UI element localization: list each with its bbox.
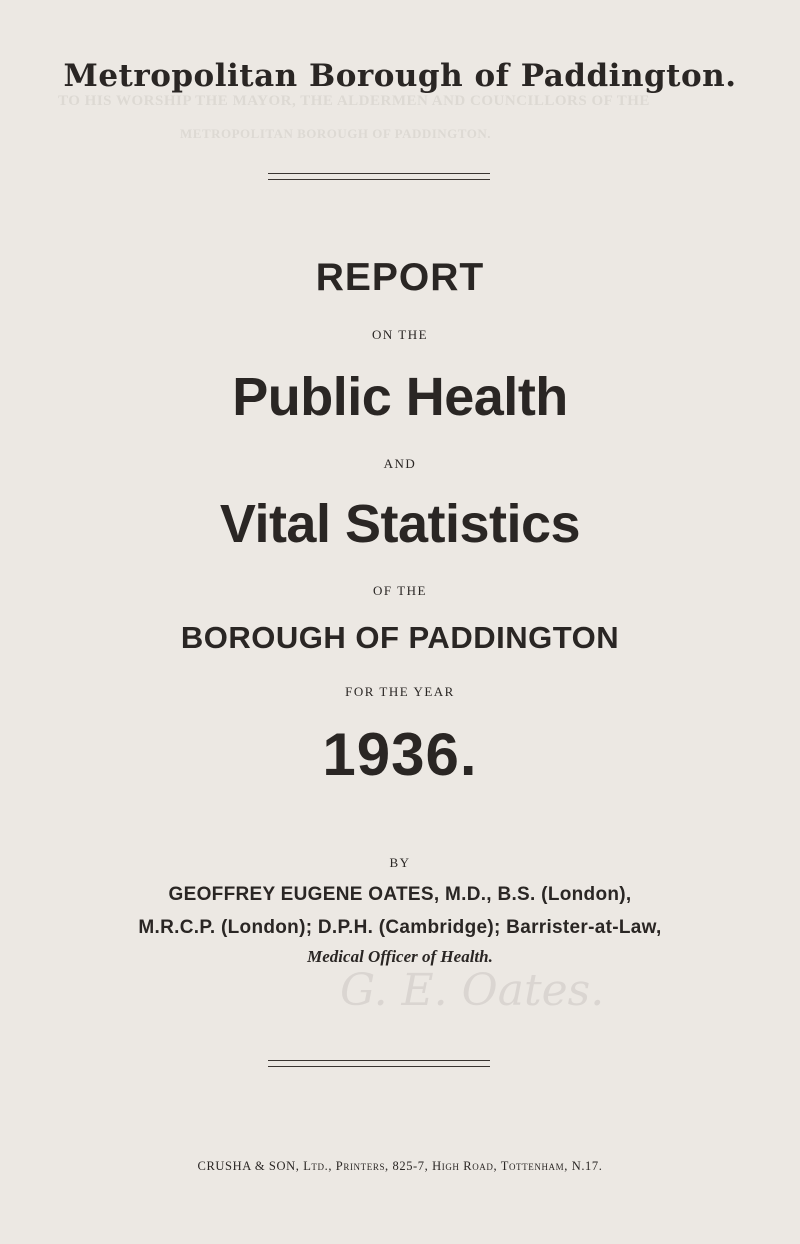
printer-imprint (0, 1159, 800, 1174)
double-rule-top (268, 173, 490, 180)
vital-statistics-title: Vital Statistics (219, 494, 581, 554)
borough-header: Metropolitan Borough of Paddington. (63, 58, 737, 94)
show-through-text: METROPOLITAN BOROUGH OF PADDINGTON. (180, 126, 491, 141)
printer-details: Ltd., Printers, 825-7, High Road, Tottenham, N.17. (303, 1159, 603, 1173)
printer-name: CRUSHA & SON, (197, 1159, 300, 1173)
author-line-1: GEOFFREY EUGENE OATES, M.D., B.S. (London), (168, 884, 632, 905)
on-the-label: ON THE (371, 327, 429, 342)
of-the-label: OF THE (373, 583, 427, 598)
author-role: Medical Officer of Health. (307, 947, 493, 966)
show-through-signature: G. E. Oates. (340, 965, 605, 1016)
report-heading: REPORT (315, 256, 485, 299)
for-the-year-label: FOR THE YEAR (345, 684, 455, 699)
author-line-2: M.R.C.P. (London); D.P.H. (Cambridge); Barrister-at-Law, (138, 917, 662, 938)
public-health-title: Public Health (232, 367, 568, 427)
double-rule-bottom (268, 1060, 490, 1067)
borough-title: BOROUGH OF PADDINGTON (180, 620, 620, 655)
by-label: BY (389, 855, 411, 870)
show-through-text: TO HIS WORSHIP THE MAYOR, THE ALDERMEN AND COUNCILLORS OF THE (58, 93, 650, 109)
and-label: AND (383, 456, 417, 471)
report-year: 1936. (322, 721, 478, 788)
